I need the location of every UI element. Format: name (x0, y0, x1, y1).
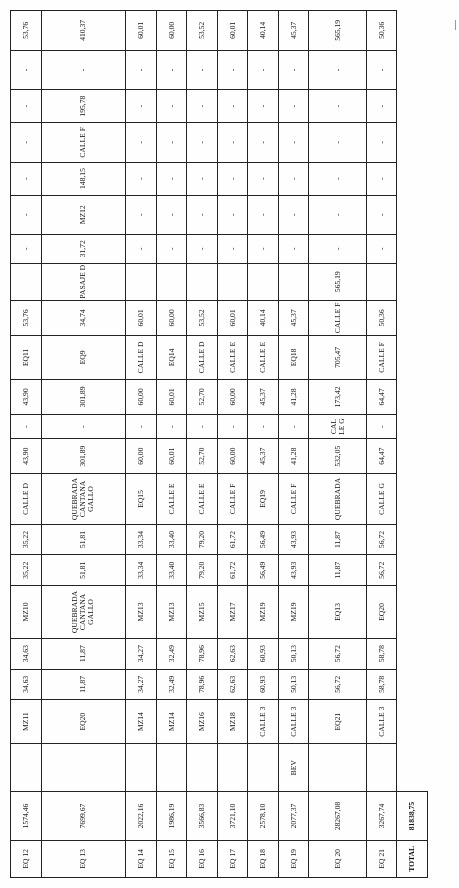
empty-cell (397, 123, 428, 163)
empty-cell (397, 90, 428, 123)
table-cell: 31,72 (41, 235, 126, 264)
table-cell: 60,00 (126, 379, 157, 414)
table-cell: 60,00 (217, 379, 248, 414)
table-cell: MZ15 (187, 586, 218, 639)
table-cell: CALLE F (309, 300, 367, 335)
table-cell: - (366, 162, 397, 195)
table-cell: MZ11 (11, 700, 42, 744)
table-row (11, 11, 42, 878)
table-cell: MZ19 (278, 586, 309, 639)
table-cell: QUEBRADA CANTANA GALLO (41, 474, 126, 524)
table-cell (248, 263, 279, 300)
table-cell: MZ10 (11, 586, 42, 639)
table-cell: - (156, 235, 187, 264)
table-cell: - (217, 414, 248, 438)
table-cell: 60,01 (126, 11, 157, 51)
total-label: TOTAL (397, 840, 428, 877)
table-cell: - (11, 162, 42, 195)
table-cell: 34,63 (11, 669, 42, 700)
table-cell: CALLE E (217, 335, 248, 379)
table-cell: 60,01 (156, 379, 187, 414)
table-cell: 43,93 (278, 524, 309, 555)
table-cell: MZ16 (187, 700, 218, 744)
table-cell: 11,87 (41, 669, 126, 700)
table-cell: - (217, 162, 248, 195)
table-cell: 64,47 (366, 439, 397, 474)
table-cell: MZ18 (217, 700, 248, 744)
table-cell: EQ11 (11, 335, 42, 379)
table-cell: - (11, 123, 42, 163)
table-cell: - (126, 162, 157, 195)
table-cell: MZ17 (217, 586, 248, 639)
table-cell: 43,90 (11, 439, 42, 474)
table-cell: - (309, 50, 367, 90)
table-cell: 3721,10 (217, 792, 248, 840)
table-row (248, 11, 279, 878)
table-cell: - (11, 90, 42, 123)
table-cell: 60,00 (156, 11, 187, 51)
table-cell: CALLE D (187, 335, 218, 379)
table-cell: - (126, 90, 157, 123)
empty-cell (397, 586, 428, 639)
table-cell: CALLE F (278, 474, 309, 524)
row-label-cell: EQ 12 (11, 840, 42, 877)
empty-cell (397, 335, 428, 379)
table-cell: 28267,08 (309, 792, 367, 840)
table-cell: 11,87 (309, 555, 367, 586)
margin-mark (455, 20, 456, 30)
table-cell: 195,78 (41, 90, 126, 123)
row-label-cell: EQ 20 (309, 840, 367, 877)
table-cell: - (156, 414, 187, 438)
table-cell: EQ18 (278, 335, 309, 379)
table-cell: CALLE G (366, 474, 397, 524)
empty-cell (397, 162, 428, 195)
table-row (217, 11, 248, 878)
table-cell: 11,87 (41, 638, 126, 669)
table-cell: 64,47 (366, 379, 397, 414)
table-cell: CALLE 3 (248, 700, 279, 744)
table-cell: EQ13 (309, 586, 367, 639)
table-cell (278, 263, 309, 300)
empty-cell (397, 700, 428, 744)
table-cell: 61,72 (217, 524, 248, 555)
table-cell: 79,20 (187, 555, 218, 586)
table-cell: - (248, 123, 279, 163)
table-cell: 41,28 (278, 439, 309, 474)
table-cell: CALLE E (187, 474, 218, 524)
table-cell: EQ20 (41, 700, 126, 744)
empty-cell (397, 263, 428, 300)
table-cell: 35,22 (11, 524, 42, 555)
table-cell: - (278, 162, 309, 195)
empty-cell (397, 235, 428, 264)
table-cell: - (278, 123, 309, 163)
table-cell (41, 744, 126, 792)
table-cell: - (41, 414, 126, 438)
table-cell: - (126, 123, 157, 163)
table-cell: 56,72 (366, 524, 397, 555)
empty-cell (397, 50, 428, 90)
table-cell: BEV (278, 744, 309, 792)
table-cell: 50,13 (278, 638, 309, 669)
empty-cell (397, 414, 428, 438)
table-cell (187, 744, 218, 792)
table-row (41, 11, 126, 878)
table-cell (11, 263, 42, 300)
table-cell: - (248, 50, 279, 90)
table-cell: 56,72 (309, 638, 367, 669)
table-cell: - (217, 50, 248, 90)
table-cell: 78,96 (187, 638, 218, 669)
table-cell: CALLE D (11, 474, 42, 524)
table-cell: - (248, 162, 279, 195)
empty-cell (397, 555, 428, 586)
table-cell: - (278, 414, 309, 438)
table-cell: EQ19 (248, 474, 279, 524)
table-cell: - (309, 162, 367, 195)
table-cell: 301,89 (41, 439, 126, 474)
table-cell: - (248, 414, 279, 438)
table-cell: 60,00 (126, 439, 157, 474)
table-cell (187, 263, 218, 300)
table-row (278, 11, 309, 878)
table-cell: MZ14 (156, 700, 187, 744)
table-cell: 34,74 (41, 300, 126, 335)
table-cell: 45,37 (248, 379, 279, 414)
table-cell: 60,01 (217, 11, 248, 51)
boundary-table (10, 10, 428, 878)
table-cell (156, 744, 187, 792)
total-value: 81838,75 (397, 792, 428, 840)
table-cell: 58,78 (366, 638, 397, 669)
table-cell: 40,14 (248, 11, 279, 51)
table-cell: 11,87 (309, 524, 367, 555)
total-row (397, 11, 428, 878)
table-cell: - (187, 50, 218, 90)
table-cell: CALLE 3 (366, 700, 397, 744)
table-cell: CAL LE G (309, 414, 367, 438)
table-row (187, 11, 218, 878)
table-cell: - (248, 235, 279, 264)
table-row (156, 11, 187, 878)
table-cell: 33,40 (156, 555, 187, 586)
table-cell: - (126, 235, 157, 264)
table-cell: - (217, 90, 248, 123)
empty-cell (397, 524, 428, 555)
table-cell: 61,72 (217, 555, 248, 586)
table-cell: 410,37 (41, 11, 126, 51)
table-cell (248, 744, 279, 792)
table-cell: 173,42 (309, 379, 367, 414)
table-cell: 50,13 (278, 669, 309, 700)
table-cell: 3267,74 (366, 792, 397, 840)
table-cell: 56,72 (309, 669, 367, 700)
empty-cell (397, 669, 428, 700)
table-cell: 79,20 (187, 524, 218, 555)
table-cell: 2077,37 (278, 792, 309, 840)
table-cell: - (11, 414, 42, 438)
table-cell: 2022,16 (126, 792, 157, 840)
table-cell: - (217, 235, 248, 264)
table-cell: CALLE F (41, 123, 126, 163)
table-cell: 53,52 (187, 300, 218, 335)
table-cell: MZ13 (126, 586, 157, 639)
table-cell: 53,76 (11, 11, 42, 51)
table-cell: - (366, 90, 397, 123)
row-label-cell: EQ 16 (187, 840, 218, 877)
table-cell: 60,00 (156, 300, 187, 335)
empty-cell (397, 195, 428, 235)
table-cell: 1986,19 (156, 792, 187, 840)
table-cell: 43,93 (278, 555, 309, 586)
table-cell: 3566,83 (187, 792, 218, 840)
table-cell: - (187, 162, 218, 195)
table-cell: 41,28 (278, 379, 309, 414)
table-cell: 7699,67 (41, 792, 126, 840)
table-cell: - (187, 90, 218, 123)
table-cell: 60,01 (156, 439, 187, 474)
table-cell (366, 744, 397, 792)
table-cell: 565,19 (309, 263, 367, 300)
table-cell: MZ19 (248, 586, 279, 639)
table-cell: 52,70 (187, 379, 218, 414)
table-cell: 53,76 (11, 300, 42, 335)
table-cell: 56,49 (248, 524, 279, 555)
row-label-cell: EQ 21 (366, 840, 397, 877)
table-cell: - (126, 195, 157, 235)
table-cell: 43,90 (11, 379, 42, 414)
table-cell: EQ20 (366, 586, 397, 639)
table-cell: CALLE E (248, 335, 279, 379)
table-cell: - (156, 50, 187, 90)
table-cell: 34,27 (126, 638, 157, 669)
table-cell: 34,27 (126, 669, 157, 700)
table-cell: - (156, 123, 187, 163)
table-cell: - (366, 195, 397, 235)
table-cell: - (278, 235, 309, 264)
table-cell: - (187, 123, 218, 163)
empty-cell (397, 11, 428, 51)
table-cell: - (11, 235, 42, 264)
table-cell (217, 263, 248, 300)
table-cell: EQ15 (126, 474, 157, 524)
table-cell: CALLE 3 (278, 700, 309, 744)
table-cell: 60,93 (248, 669, 279, 700)
table-cell: - (156, 162, 187, 195)
row-label-cell: EQ 17 (217, 840, 248, 877)
table-cell: 33,40 (156, 524, 187, 555)
table-row (309, 11, 367, 878)
table-cell: - (217, 123, 248, 163)
table-cell: - (309, 195, 367, 235)
table-cell: - (217, 195, 248, 235)
table-cell: 50,36 (366, 11, 397, 51)
table-cell: - (156, 90, 187, 123)
empty-cell (397, 379, 428, 414)
table-cell: 33,34 (126, 555, 157, 586)
table-cell (366, 263, 397, 300)
table-cell: 532,05 (309, 439, 367, 474)
empty-cell (397, 300, 428, 335)
table-cell: EQ14 (156, 335, 187, 379)
table-cell: - (187, 235, 218, 264)
rotated-table-wrapper (10, 10, 428, 878)
table-cell: CALLE F (366, 335, 397, 379)
table-cell: - (366, 414, 397, 438)
table-cell (309, 744, 367, 792)
table-cell: CALLE E (156, 474, 187, 524)
table-cell: MZ12 (41, 195, 126, 235)
empty-cell (397, 744, 428, 792)
table-cell (126, 744, 157, 792)
table-cell: - (126, 50, 157, 90)
table-cell: EQ9 (41, 335, 126, 379)
table-cell: 58,78 (366, 669, 397, 700)
table-cell: 78,96 (187, 669, 218, 700)
empty-cell (397, 638, 428, 669)
table-cell: 32,49 (156, 638, 187, 669)
table-cell: 148,15 (41, 162, 126, 195)
table-cell: - (41, 50, 126, 90)
table-cell: 62,63 (217, 638, 248, 669)
table-cell: 35,22 (11, 555, 42, 586)
table-cell: 60,01 (126, 300, 157, 335)
table-cell: 56,72 (366, 555, 397, 586)
table-cell: CALLE F (217, 474, 248, 524)
row-label-cell: EQ 14 (126, 840, 157, 877)
table-cell: 52,70 (187, 439, 218, 474)
table-cell: - (248, 90, 279, 123)
table-cell: 53,52 (187, 11, 218, 51)
table-cell: CALLE D (126, 335, 157, 379)
table-cell: PASAJE D (41, 263, 126, 300)
row-label-cell: EQ 15 (156, 840, 187, 877)
table-row (366, 11, 397, 878)
table-cell: - (309, 123, 367, 163)
table-cell: - (126, 414, 157, 438)
row-label-cell: EQ 19 (278, 840, 309, 877)
table-cell (156, 263, 187, 300)
row-label-cell: EQ 18 (248, 840, 279, 877)
table-cell: QUEBRADA (309, 474, 367, 524)
table-cell: - (278, 90, 309, 123)
table-cell (11, 744, 42, 792)
table-cell: - (187, 414, 218, 438)
table-row (126, 11, 157, 878)
table-cell: 60,93 (248, 638, 279, 669)
table-cell: - (156, 195, 187, 235)
table-cell: 1574,46 (11, 792, 42, 840)
table-cell: 51,81 (41, 555, 126, 586)
table-cell: 565,19 (309, 11, 367, 51)
table-cell: EQ21 (309, 700, 367, 744)
table-cell: - (309, 235, 367, 264)
table-cell: MZ14 (126, 700, 157, 744)
table-cell: MZ13 (156, 586, 187, 639)
table-cell: 2578,10 (248, 792, 279, 840)
table-cell: 56,49 (248, 555, 279, 586)
table-cell: 32,49 (156, 669, 187, 700)
table-cell: - (11, 50, 42, 90)
table-cell: 60,01 (217, 300, 248, 335)
table-cell: - (309, 90, 367, 123)
table-cell: - (278, 195, 309, 235)
table-cell: - (366, 235, 397, 264)
table-cell: QUEBRADA CANTANA GALLO (41, 586, 126, 639)
table-cell: 45,37 (248, 439, 279, 474)
table-cell: 50,36 (366, 300, 397, 335)
table-cell: 45,37 (278, 300, 309, 335)
table-cell: 34,63 (11, 638, 42, 669)
table-cell: 62,63 (217, 669, 248, 700)
table-cell: 301,89 (41, 379, 126, 414)
table-cell (126, 263, 157, 300)
table-cell: 40,14 (248, 300, 279, 335)
table-cell: - (278, 50, 309, 90)
table-cell: - (11, 195, 42, 235)
table-cell: 45,37 (278, 11, 309, 51)
table-cell: 60,00 (217, 439, 248, 474)
table-cell (217, 744, 248, 792)
table-cell: - (366, 50, 397, 90)
empty-cell (397, 439, 428, 474)
table-cell: 33,34 (126, 524, 157, 555)
row-label-cell: EQ 13 (41, 840, 126, 877)
table-cell: - (248, 195, 279, 235)
table-cell: - (366, 123, 397, 163)
table-cell: - (187, 195, 218, 235)
empty-cell (397, 474, 428, 524)
table-cell: 51,81 (41, 524, 126, 555)
table-cell: 705,47 (309, 335, 367, 379)
